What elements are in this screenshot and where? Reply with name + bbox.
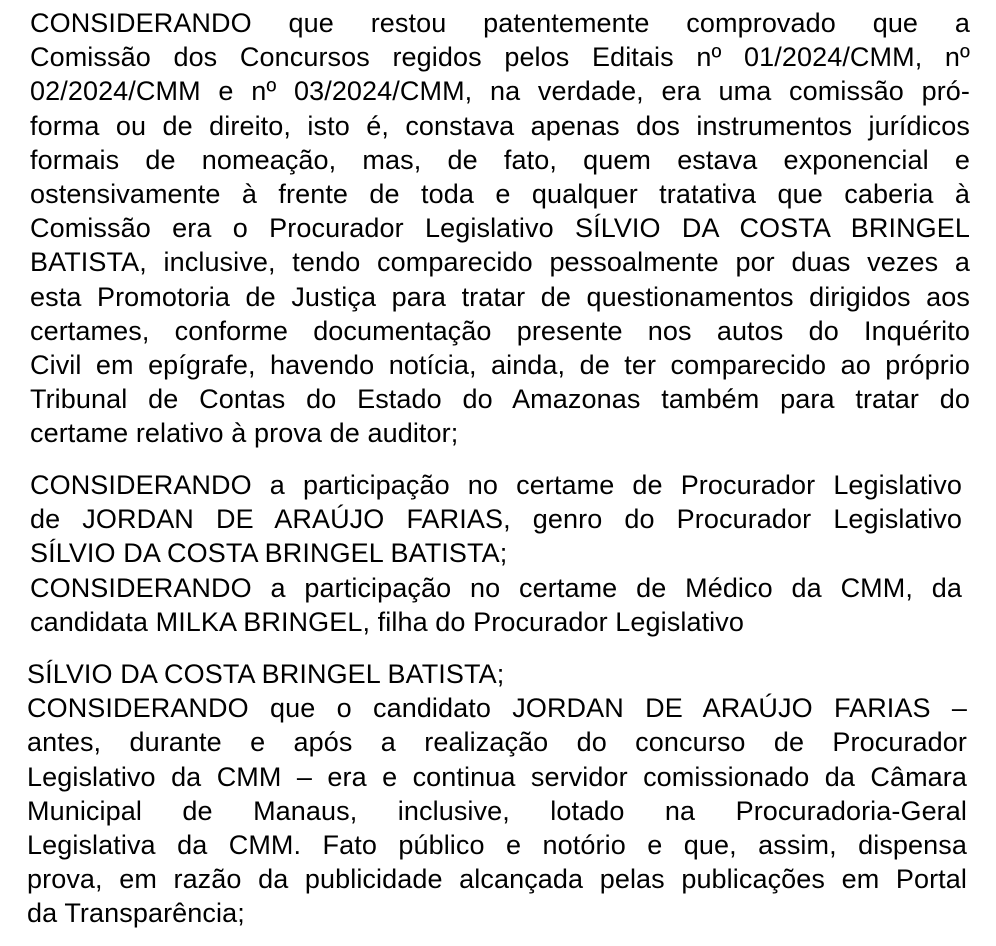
text-line: CONSIDERANDO a participação no certame de Médico da CMM, da — [30, 572, 962, 603]
text-line: ostensivamente à frente de toda e qualquer tratativa que caberia à — [30, 179, 970, 210]
text-line: Civil em epígrafe, havendo notícia, ainda, de ter comparecido ao próprio — [30, 350, 970, 381]
text-line: SÍLVIO DA COSTA BRINGEL BATISTA; — [27, 659, 505, 689]
text-line: candidata MILKA BRINGEL, filha do Procurador Legislativo — [30, 606, 744, 637]
text-line: Comissão dos Concursos regidos pelos Editais nº 01/2024/CMM, nº — [30, 42, 970, 73]
text-line: Comissão era o Procurador Legislativo SÍLVIO DA COSTA BRINGEL — [30, 213, 970, 244]
text-line: certame relativo à prova de auditor; — [30, 418, 459, 449]
text-line: 02/2024/CMM e nº 03/2024/CMM, na verdade, era uma comissão pró- — [30, 76, 970, 107]
text-line: Legislativa da CMM. Fato público e notório e que, assim, dispensa — [27, 830, 967, 861]
text-line: Municipal de Manaus, inclusive, lotado na Procuradoria-Geral — [27, 795, 967, 826]
text-line: de JORDAN DE ARAÚJO FARIAS, genro do Procurador Legislativo — [30, 504, 962, 535]
paragraph-participation — [30, 468, 962, 639]
text-line: formais de nomeação, mas, de fato, quem estava exponencial e — [30, 144, 970, 175]
text-line: prova, em razão da publicidade alcançada pelas publicações em Portal — [27, 864, 967, 895]
text-line: CONSIDERANDO que o candidato JORDAN DE ARAÚJO FARIAS – — [27, 693, 967, 724]
text-line: SÍLVIO DA COSTA BRINGEL BATISTA; — [30, 538, 508, 569]
paragraph-candidate — [27, 657, 967, 931]
text-line: antes, durante e após a realização do concurso de Procurador — [27, 727, 967, 758]
text-line: CONSIDERANDO que restou patentemente comprovado que a — [30, 8, 970, 38]
text-line: forma ou de direito, isto é, constava apenas dos instrumentos jurídicos — [30, 110, 970, 141]
text-line: certames, conforme documentação presente nos autos do Inquérito — [30, 315, 970, 346]
text-line: esta Promotoria de Justiça para tratar de questionamentos dirigidos aos — [30, 281, 970, 312]
text-line: Legislativo da CMM – era e continua servidor comissionado da Câmara — [27, 761, 967, 792]
text-line: BATISTA, inclusive, tendo comparecido pessoalmente por duas vezes a — [30, 247, 970, 278]
text-line: CONSIDERANDO a participação no certame de Procurador Legislativo — [30, 470, 962, 500]
text-line: da Transparência; — [27, 898, 245, 929]
text-line: Tribunal de Contas do Estado do Amazonas também para tratar do — [30, 384, 970, 415]
paragraph-commission — [30, 6, 970, 451]
